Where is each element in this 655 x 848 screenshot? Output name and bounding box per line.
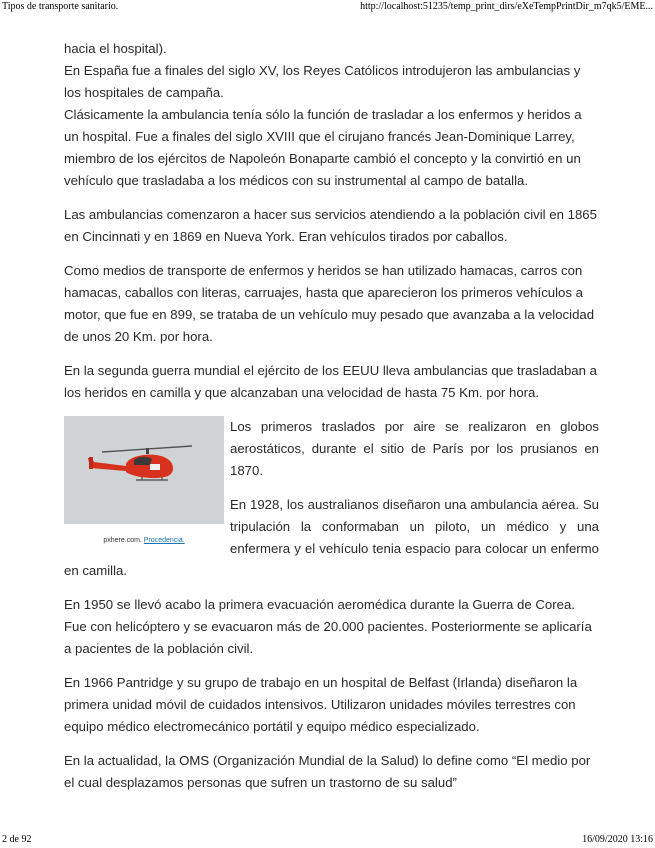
oms-post: (Organización Mundial de la Salud) lo define como “El medio por el cual desplazamos personas que sufren un trastorno de su salud” xyxy=(64,753,591,790)
image-credit xyxy=(64,536,224,546)
page-title: Tipos de transporte sanitario. xyxy=(2,1,119,12)
oms-term: OMS xyxy=(179,753,210,768)
paragraph-transport-means: Como medios de transporte de enfermos y heridos se han utilizado hamacas, carros con hamacas, caballos con literas, carruajes, hasta que aparecieron los primeros vehículos a motor, que fue en 899, se trataba de un vehículo muy pesado que avanzaba a la velocidad de unos 20 Km. por hora. xyxy=(64,263,595,344)
paragraph-civil-service: Las ambulancias comenzaron a hacer sus servicios atendiendo a la población civil en 1865 en Cincinnati y en 1869 en Nueva York. Eran vehículos tirados por caballos. xyxy=(64,207,597,244)
credit-source: pxhere.com. xyxy=(103,537,144,544)
paragraph-balloons: Los primeros traslados por aire se realizaron en globos aerostáticos, durante el sitio de París por los prusianos en 1870. xyxy=(230,419,599,478)
helicopter-image xyxy=(64,416,224,524)
paragraph-air-ambulance: En 1928, los australianos diseñaron una ambulancia aérea. Su tripulación la conformaban un piloto, un médico y una enfermera y el vehículo tenia espacio para colocar un enfermo en camilla. xyxy=(64,497,599,578)
page-number: 2 de 92 xyxy=(2,834,32,845)
paragraph-spain: En España fue a finales del siglo XV, los Reyes Católicos introdujeron las ambulancias y los hospitales de campaña. xyxy=(64,63,581,100)
paragraph-oms xyxy=(64,750,599,794)
page-url: http://localhost:51235/temp_print_dirs/eXeTempPrintDir_m7qk5/EME... xyxy=(360,1,653,12)
figure-block xyxy=(64,416,599,582)
credit-link[interactable]: Procedencia. xyxy=(143,537,185,544)
paragraph-belfast: En 1966 Pantridge y su grupo de trabajo en un hospital de Belfast (Irlanda) diseñaron la primera unidad móvil de cuidados intensivos. Utilizaron unidades móviles terrestres con equipo médico electromecánico portátil y equipo médico especializado. xyxy=(64,675,578,734)
figure xyxy=(64,416,224,546)
paragraph-korea: En 1950 se llevó acabo la primera evacuación aeromédica durante la Guerra de Corea. Fue con helicóptero y se evacuaron más de 20.000 pacientes. Posteriormente se aplicaría a pacientes de la población civil. xyxy=(64,597,592,656)
paragraph-hospital-end: hacia el hospital). xyxy=(64,41,167,56)
print-datetime: 16/09/2020 13:16 xyxy=(582,834,653,845)
print-header xyxy=(0,0,655,14)
print-footer xyxy=(0,834,655,848)
document-body xyxy=(64,38,599,806)
paragraph-larrey: Clásicamente la ambulancia tenía sólo la función de trasladar a los enfermos y heridos a un hospital. Fue a finales del siglo XVIII que el cirujano francés Jean-Dominique Larrey, miembro de los ejércitos de Napoleón Bonaparte cambió el concepto y la convirtió en un vehículo que trasladaba a los médicos con su instrumental al campo de batalla. xyxy=(64,107,582,188)
oms-pre: En la actualidad, la xyxy=(64,753,180,768)
paragraph-ww2: En la segunda guerra mundial el ejército de los EEUU lleva ambulancias que trasladaban a los heridos en camilla y que alcanzaban una velocidad de hasta 75 Km. por hora. xyxy=(64,363,597,400)
